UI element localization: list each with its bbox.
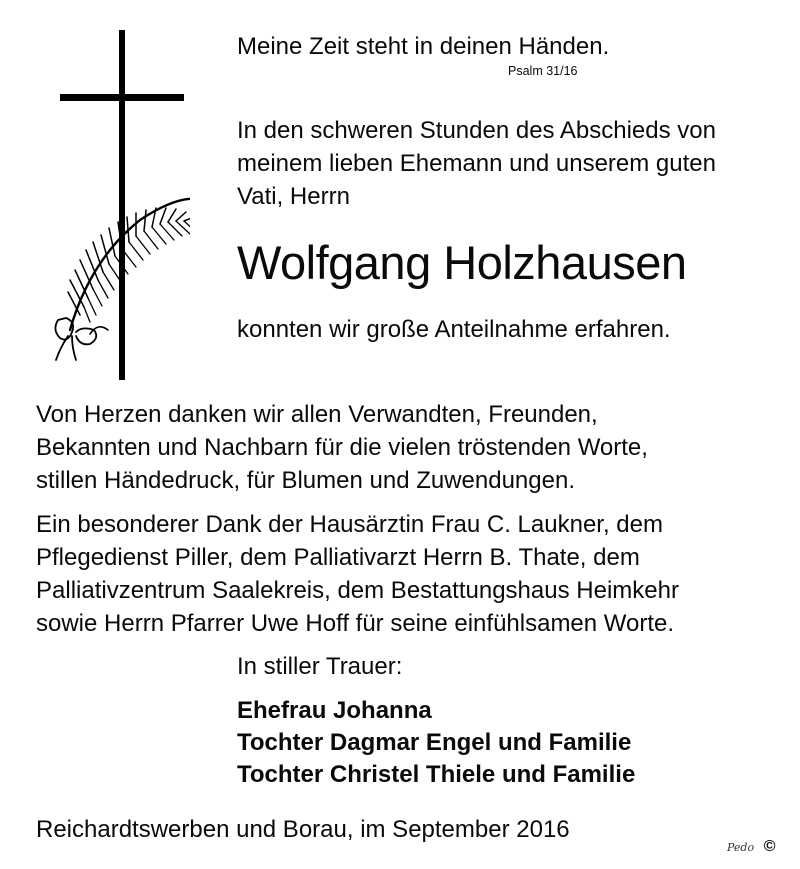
intro-line: meinem lieben Ehemann und unserem guten	[237, 150, 716, 177]
thanks-line: Von Herzen danken wir allen Verwandten, Freunden,	[36, 401, 598, 428]
special-thanks-paragraph	[36, 508, 796, 640]
designer-signature: Pedo	[727, 841, 755, 854]
thanks-line: sowie Herrn Pfarrer Uwe Hoff für seine einfühlsamen Worte.	[36, 610, 675, 637]
copyright-icon: ©	[763, 838, 776, 855]
intro-text	[237, 114, 782, 213]
thanks-line: Palliativzentrum Saalekreis, dem Bestattungshaus Heimkehr	[36, 577, 679, 604]
mourner: Tochter Dagmar Engel und Familie	[237, 729, 632, 756]
mourner: Ehefrau Johanna	[237, 697, 432, 724]
scripture-reference: Psalm 31/16	[508, 64, 578, 78]
thanks-paragraph	[36, 398, 786, 497]
thanks-line: Pflegedienst Piller, dem Palliativarzt Herrn B. Thate, dem	[36, 544, 640, 571]
intro-line: In den schweren Stunden des Abschieds von	[237, 117, 716, 144]
cross-with-palm-icon	[50, 30, 190, 382]
condolence-received-text: konnten wir große Anteilnahme erfahren.	[237, 316, 671, 343]
mourning-heading: In stiller Trauer:	[237, 653, 403, 680]
deceased-name: Wolfgang Holzhausen	[237, 236, 687, 289]
intro-line: Vati, Herrn	[237, 183, 350, 210]
mourner: Tochter Christel Thiele und Familie	[237, 761, 636, 788]
thanks-line: Bekannten und Nachbarn für die vielen tröstenden Worte,	[36, 434, 648, 461]
scripture-quote: Meine Zeit steht in deinen Händen.	[237, 33, 610, 60]
thanks-line: stillen Händedruck, für Blumen und Zuwendungen.	[36, 467, 575, 494]
place-and-date: Reichardtswerben und Borau, im September 2016	[36, 816, 570, 843]
thanks-line: Ein besonderer Dank der Hausärztin Frau C. Laukner, dem	[36, 511, 663, 538]
mourners-list	[237, 695, 635, 791]
footer-mark	[727, 838, 776, 856]
